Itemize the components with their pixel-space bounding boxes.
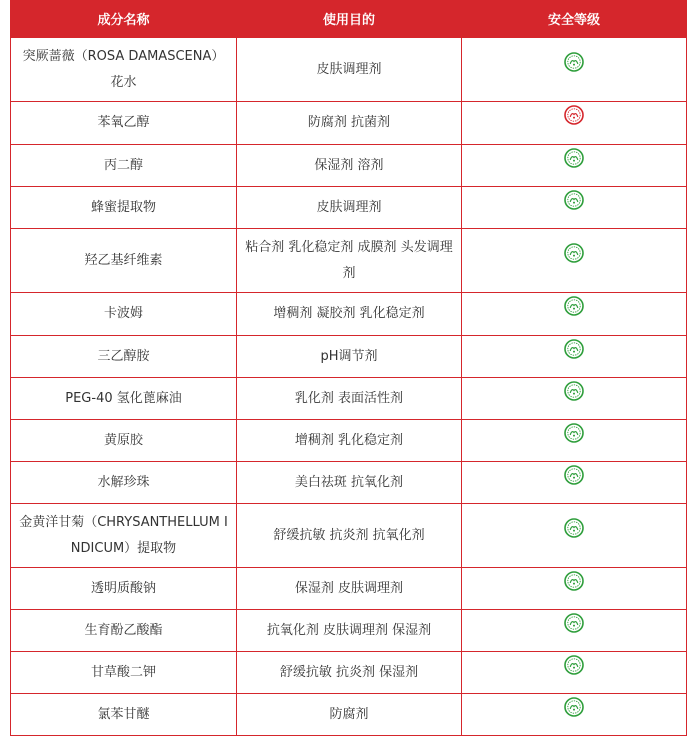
ingredient-name: 突厥蔷薇（ROSA DAMASCENA）花水 [11, 38, 237, 102]
ingredient-purpose: 增稠剂 乳化稳定剂 [237, 420, 462, 462]
ingredient-purpose: 保湿剂 溶剂 [237, 145, 462, 187]
ingredient-name: 甘草酸二钾 [11, 652, 237, 694]
ingredients-table [10, 0, 687, 736]
safe-badge-icon [564, 52, 584, 72]
table-header [11, 0, 687, 38]
table-row [11, 610, 687, 652]
ingredient-purpose: 防腐剂 抗菌剂 [237, 102, 462, 145]
safe-badge-icon [564, 697, 584, 717]
safety-level [462, 293, 687, 336]
table-body [11, 38, 687, 736]
risk-badge-icon [564, 105, 584, 125]
table-row [11, 568, 687, 610]
safety-level [462, 38, 687, 102]
ingredient-purpose: 乳化剂 表面活性剂 [237, 378, 462, 420]
table-row [11, 145, 687, 187]
safety-level [462, 504, 687, 568]
table-row [11, 293, 687, 336]
table-row [11, 229, 687, 293]
safe-badge-icon [564, 518, 584, 538]
safety-level [462, 229, 687, 293]
ingredient-name: 生育酚乙酸酯 [11, 610, 237, 652]
ingredient-name: 蜂蜜提取物 [11, 187, 237, 229]
safety-level [462, 187, 687, 229]
ingredient-purpose: 增稠剂 凝胶剂 乳化稳定剂 [237, 293, 462, 336]
ingredient-purpose: 舒缓抗敏 抗炎剂 保湿剂 [237, 652, 462, 694]
safe-badge-icon [564, 148, 584, 168]
safety-level [462, 694, 687, 736]
header-purpose: 使用目的 [237, 0, 462, 38]
safe-badge-icon [564, 243, 584, 263]
ingredient-purpose: pH调节剂 [237, 336, 462, 378]
table-row [11, 504, 687, 568]
safety-level [462, 145, 687, 187]
ingredient-purpose: 粘合剂 乳化稳定剂 成膜剂 头发调理剂 [237, 229, 462, 293]
ingredient-purpose: 皮肤调理剂 [237, 38, 462, 102]
table-row [11, 38, 687, 102]
safety-level [462, 336, 687, 378]
safe-badge-icon [564, 296, 584, 316]
table-row [11, 694, 687, 736]
safety-level [462, 568, 687, 610]
safe-badge-icon [564, 465, 584, 485]
header-safety: 安全等级 [462, 0, 687, 38]
table-row [11, 652, 687, 694]
ingredient-name: 黄原胶 [11, 420, 237, 462]
ingredient-name: 水解珍珠 [11, 462, 237, 504]
safe-badge-icon [564, 423, 584, 443]
table-row [11, 102, 687, 145]
safe-badge-icon [564, 571, 584, 591]
ingredient-name: PEG-40 氢化蓖麻油 [11, 378, 237, 420]
safe-badge-icon [564, 655, 584, 675]
safe-badge-icon [564, 190, 584, 210]
table-row [11, 378, 687, 420]
ingredient-purpose: 抗氧化剂 皮肤调理剂 保湿剂 [237, 610, 462, 652]
ingredient-name: 丙二醇 [11, 145, 237, 187]
safety-level [462, 102, 687, 145]
safety-level [462, 378, 687, 420]
safety-level [462, 610, 687, 652]
header-row [11, 0, 687, 38]
safe-badge-icon [564, 613, 584, 633]
ingredient-purpose: 舒缓抗敏 抗炎剂 抗氧化剂 [237, 504, 462, 568]
ingredient-name: 苯氧乙醇 [11, 102, 237, 145]
ingredient-name: 羟乙基纤维素 [11, 229, 237, 293]
ingredient-name: 卡波姆 [11, 293, 237, 336]
safe-badge-icon [564, 381, 584, 401]
table-row [11, 462, 687, 504]
safe-badge-icon [564, 339, 584, 359]
ingredient-name: 透明质酸钠 [11, 568, 237, 610]
ingredient-name: 氯苯甘醚 [11, 694, 237, 736]
ingredient-purpose: 皮肤调理剂 [237, 187, 462, 229]
ingredient-purpose: 美白祛斑 抗氧化剂 [237, 462, 462, 504]
ingredient-name: 金黄洋甘菊（CHRYSANTHELLUM INDICUM）提取物 [11, 504, 237, 568]
table-row [11, 420, 687, 462]
table-row [11, 187, 687, 229]
safety-level [462, 420, 687, 462]
table-row [11, 336, 687, 378]
safety-level [462, 652, 687, 694]
ingredient-purpose: 保湿剂 皮肤调理剂 [237, 568, 462, 610]
header-name: 成分名称 [11, 0, 237, 38]
ingredient-name: 三乙醇胺 [11, 336, 237, 378]
safety-level [462, 462, 687, 504]
ingredient-purpose: 防腐剂 [237, 694, 462, 736]
